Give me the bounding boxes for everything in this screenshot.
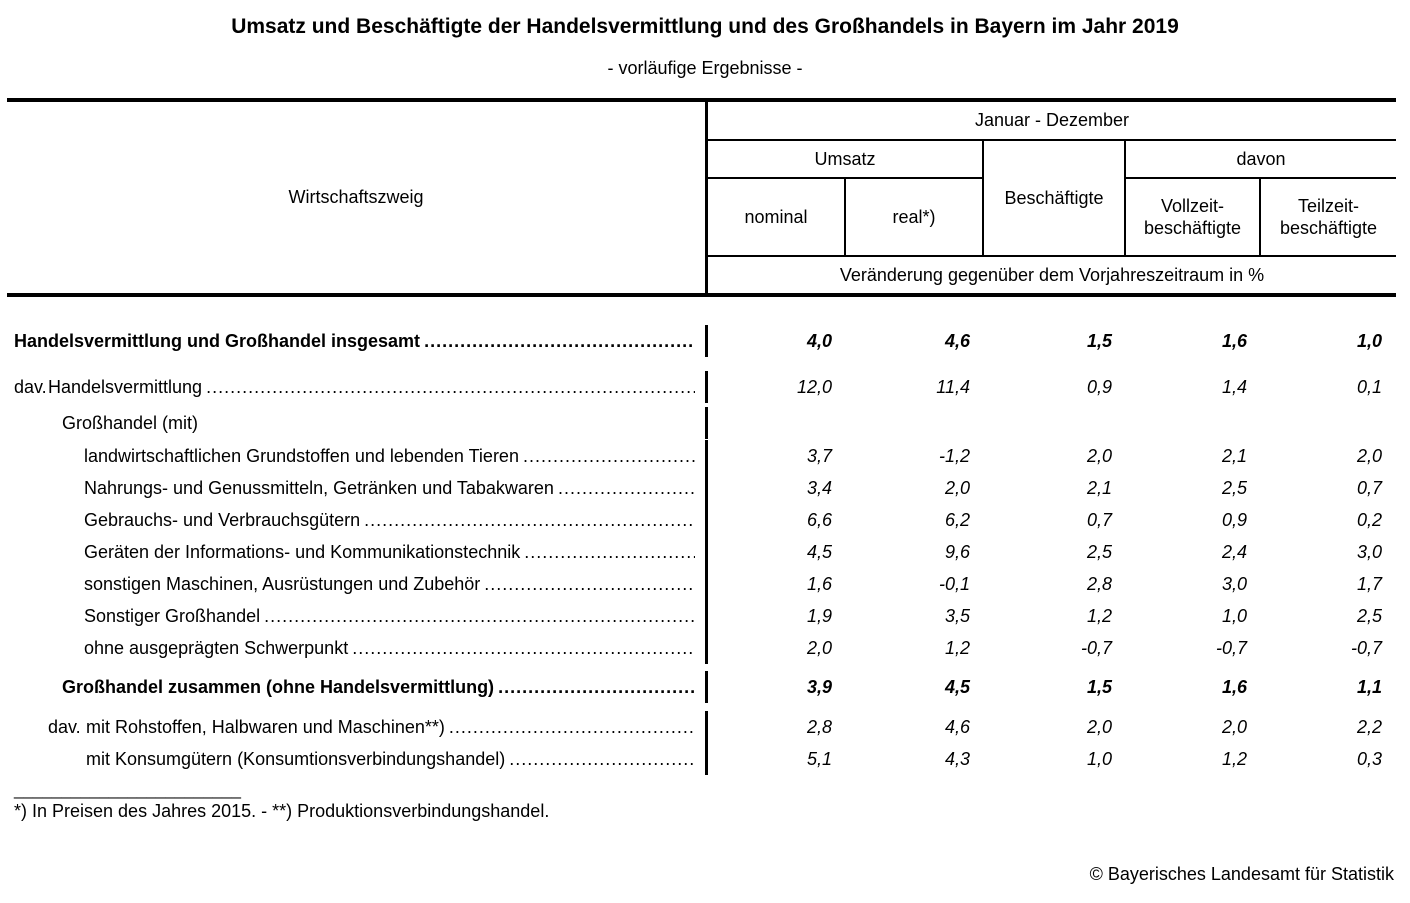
value-vollzeit: 3,0: [1221, 573, 1247, 594]
report-subtitle: - vorläufige Ergebnisse -: [607, 58, 803, 78]
value-real: 3,5: [944, 605, 970, 626]
value-teilzeit: 2,2: [1356, 716, 1382, 737]
row-label-cell: [7, 536, 708, 568]
value-nominal: 12,0: [796, 376, 832, 397]
dot-leader: [445, 717, 695, 738]
value-beschaeftigte: 2,8: [1086, 573, 1112, 594]
value-teilzeit: 1,1: [1356, 676, 1382, 697]
row-label: mit Rohstoffen, Halbwaren und Maschinen**): [86, 716, 445, 737]
row-prefix: dav.: [48, 716, 81, 737]
table-row: [7, 743, 1396, 775]
vollzeit-line1: Vollzeit-: [1160, 196, 1225, 216]
value-teilzeit: 2,0: [1356, 445, 1382, 466]
value-teilzeit: 0,7: [1356, 477, 1382, 498]
dot-leader: [420, 331, 695, 352]
value-vollzeit: 2,0: [1221, 716, 1247, 737]
umsatz-column-group: [708, 141, 984, 255]
table-row: [7, 440, 1396, 472]
row-prefix: dav.: [14, 376, 47, 397]
column-header-vollzeit: [1126, 179, 1261, 255]
column-header-nominal: nominal: [708, 179, 846, 255]
value-vollzeit: 2,4: [1221, 541, 1247, 562]
row-label: ohne ausgeprägten Schwerpunkt: [84, 637, 349, 658]
header-right-section: [708, 102, 1396, 293]
value-nominal: 2,0: [806, 637, 832, 658]
row-label-cell: [7, 600, 708, 632]
row-label-cell: [7, 711, 708, 743]
row-label: Großhandel zusammen (ohne Handelsvermittlung): [62, 676, 495, 697]
value-real: 9,6: [944, 541, 970, 562]
row-label-cell: [7, 743, 708, 775]
dot-leader: [348, 638, 695, 659]
davon-subcolumns: [1126, 179, 1396, 255]
column-header-wirtschaftszweig: Wirtschaftszweig: [7, 102, 708, 293]
row-label: landwirtschaftlichen Grundstoffen und lebenden Tieren: [84, 445, 519, 466]
teilzeit-line2: beschäftigte: [1279, 218, 1378, 238]
row-label-cell: [7, 632, 708, 664]
table-body: [7, 325, 1396, 775]
row-label: Gebrauchs- und Verbrauchsgütern: [84, 509, 361, 530]
report-title: Umsatz und Beschäftigte der Handelsvermittlung und des Großhandels in Bayern im Jahr 2019: [231, 15, 1179, 38]
value-teilzeit: -0,7: [1350, 637, 1382, 658]
value-teilzeit: 2,5: [1356, 605, 1382, 626]
row-label: Nahrungs- und Genussmitteln, Getränken und Tabakwaren: [84, 477, 554, 498]
value-teilzeit: 0,1: [1356, 376, 1382, 397]
davon-column-group: [1126, 141, 1396, 255]
row-label: Sonstiger Großhandel: [84, 605, 261, 626]
unit-note: Veränderung gegenüber dem Vorjahreszeitraum in %: [708, 255, 1396, 293]
column-header-beschaeftigte: Beschäftigte: [984, 141, 1126, 255]
value-nominal: 6,6: [806, 509, 832, 530]
footnote-text: *) In Preisen des Jahres 2015. - **) Produktionsverbindungshandel.: [14, 801, 550, 821]
table-row: [7, 536, 1396, 568]
value-beschaeftigte: 1,0: [1086, 748, 1112, 769]
vollzeit-line2: beschäftigte: [1143, 218, 1242, 238]
value-teilzeit: 0,2: [1356, 509, 1382, 530]
column-header-period: Januar - Dezember: [708, 102, 1396, 141]
dot-leader: [202, 377, 695, 398]
value-real: -1,2: [938, 445, 970, 466]
row-label-cell: [7, 325, 708, 357]
value-real: 11,4: [936, 376, 970, 397]
row-label: Geräten der Informations- und Kommunikationstechnik: [84, 541, 521, 562]
value-beschaeftigte: 0,9: [1086, 376, 1112, 397]
value-real: 1,2: [944, 637, 970, 658]
dot-leader: [554, 478, 695, 499]
row-label-cell: [7, 568, 708, 600]
table-row: [7, 371, 1396, 403]
value-nominal: 1,6: [806, 573, 832, 594]
value-teilzeit: 1,0: [1356, 330, 1382, 351]
table-header: [7, 102, 1396, 297]
value-real: 4,5: [944, 676, 970, 697]
dot-leader: [505, 749, 695, 770]
row-label: mit Konsumgütern (Konsumtionsverbindungshandel): [86, 748, 506, 769]
table-row: [7, 671, 1396, 703]
header-middle-row: [708, 141, 1396, 255]
value-nominal: 1,9: [806, 605, 832, 626]
dot-leader: [480, 574, 695, 595]
value-beschaeftigte: -0,7: [1080, 637, 1112, 658]
value-vollzeit: 1,2: [1221, 748, 1247, 769]
copyright-notice: © Bayerisches Landesamt für Statistik: [1089, 864, 1394, 884]
value-nominal: 5,1: [806, 748, 832, 769]
teilzeit-line1: Teilzeit-: [1297, 196, 1359, 216]
column-header-real: real*): [892, 206, 936, 227]
value-real: 6,2: [944, 509, 970, 530]
value-beschaeftigte: 1,2: [1086, 605, 1112, 626]
value-real: 4,6: [944, 716, 970, 737]
footnote-rule: ________________________: [14, 780, 241, 799]
value-teilzeit: 1,7: [1356, 573, 1382, 594]
value-beschaeftigte: 0,7: [1086, 509, 1112, 530]
column-header-umsatz: Umsatz: [708, 141, 982, 179]
row-label-cell: [7, 440, 708, 472]
dot-leader: [520, 542, 695, 563]
table-row: [7, 504, 1396, 536]
value-real: -0,1: [938, 573, 970, 594]
value-teilzeit: 0,3: [1356, 748, 1382, 769]
table-row: [7, 407, 1396, 439]
row-label: Großhandel (mit): [62, 412, 199, 433]
dot-leader: [519, 446, 695, 467]
row-label-cell: [7, 371, 708, 403]
column-header-teilzeit: [1261, 179, 1396, 255]
value-nominal: 3,4: [806, 477, 832, 498]
row-label-cell: [7, 671, 708, 703]
dot-leader: [494, 677, 695, 698]
value-vollzeit: 1,0: [1221, 605, 1247, 626]
value-nominal: 3,9: [806, 676, 832, 697]
statistics-table: [7, 98, 1396, 775]
table-row: [7, 472, 1396, 504]
row-label-cell: [7, 407, 708, 439]
table-row: [7, 568, 1396, 600]
row-label: sonstigen Maschinen, Ausrüstungen und Zubehör: [84, 573, 481, 594]
value-vollzeit: 1,6: [1221, 676, 1247, 697]
statistics-table-page: [0, 14, 1410, 903]
value-vollzeit: 0,9: [1221, 509, 1247, 530]
value-beschaeftigte: 2,0: [1086, 716, 1112, 737]
value-nominal: 4,0: [806, 330, 832, 351]
value-beschaeftigte: 2,0: [1086, 445, 1112, 466]
table-row: [7, 325, 1396, 357]
value-nominal: 3,7: [806, 445, 832, 466]
value-beschaeftigte: 1,5: [1086, 676, 1112, 697]
table-row: [7, 632, 1396, 664]
umsatz-subcolumns: [708, 179, 982, 255]
value-real: 4,6: [944, 330, 970, 351]
value-nominal: 2,8: [806, 716, 832, 737]
value-teilzeit: 3,0: [1356, 541, 1382, 562]
value-vollzeit: 1,6: [1221, 330, 1247, 351]
table-row: [7, 711, 1396, 743]
value-real: 2,0: [944, 477, 970, 498]
column-header-davon: davon: [1126, 141, 1396, 179]
dot-leader: [360, 510, 695, 531]
table-row: [7, 600, 1396, 632]
row-label: Handelsvermittlung und Großhandel insgesamt: [14, 330, 421, 351]
value-vollzeit: 2,5: [1221, 477, 1247, 498]
value-real: 4,3: [944, 748, 970, 769]
row-label-cell: [7, 472, 708, 504]
value-beschaeftigte: 2,5: [1086, 541, 1112, 562]
value-vollzeit: 1,4: [1221, 376, 1247, 397]
value-nominal: 4,5: [806, 541, 832, 562]
value-beschaeftigte: 2,1: [1086, 477, 1112, 498]
row-label-cell: [7, 504, 708, 536]
value-vollzeit: 2,1: [1221, 445, 1247, 466]
value-vollzeit: -0,7: [1215, 637, 1247, 658]
value-beschaeftigte: 1,5: [1086, 330, 1112, 351]
row-label: Handelsvermittlung: [48, 376, 203, 397]
dot-leader: [260, 606, 695, 627]
